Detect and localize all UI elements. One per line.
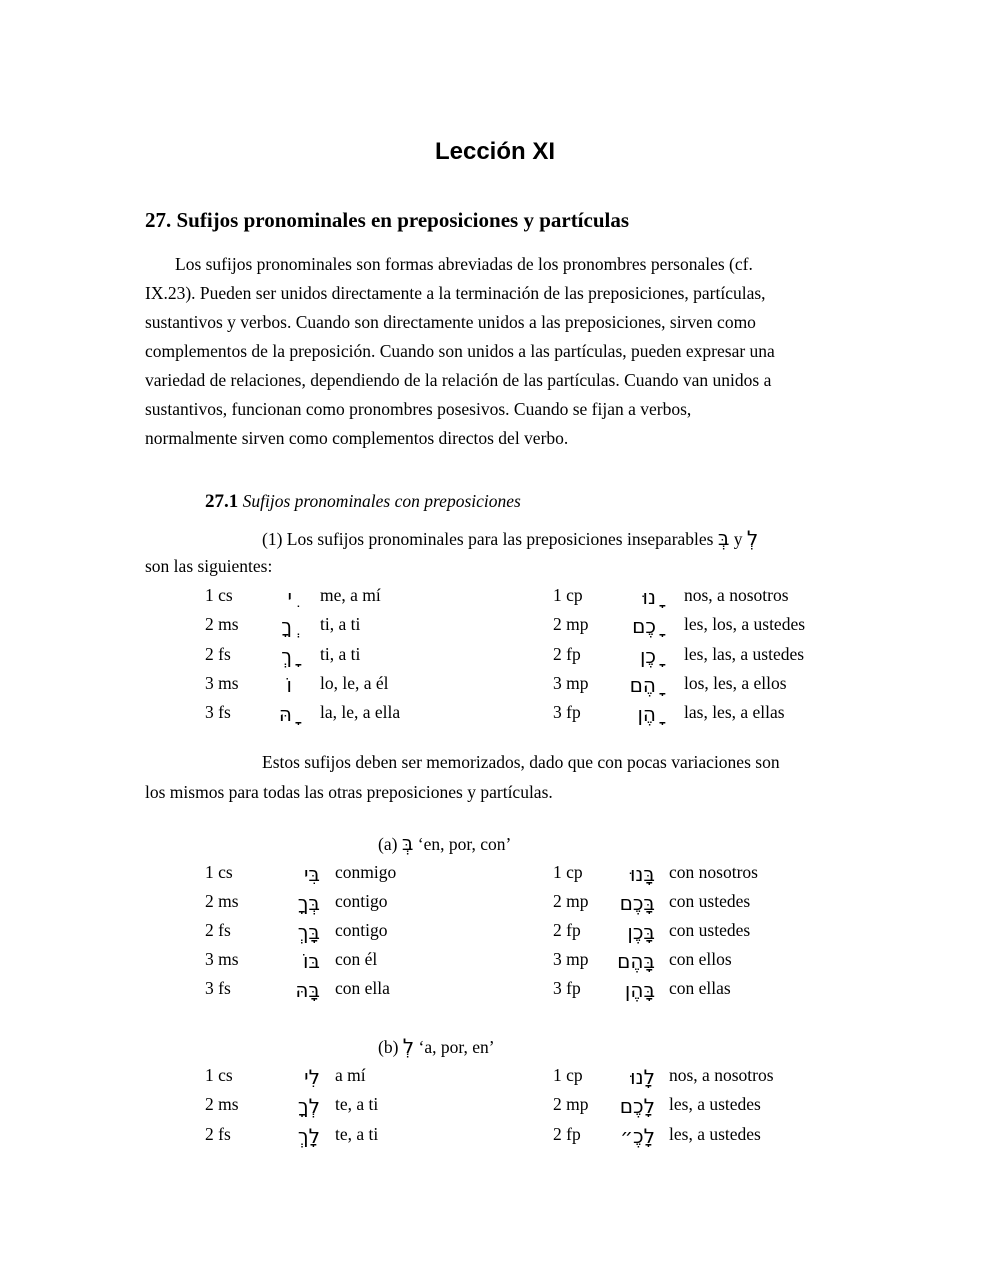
person-label: 2 ms: [205, 891, 239, 911]
table-b-gloss: ‘a, por, en’: [418, 1037, 495, 1057]
table-b-heading: [378, 1034, 495, 1058]
intro-line: Los sufijos pronominales son formas abreviadas de los pronombres personales (cf.: [175, 254, 753, 274]
hebrew-form: לִי: [304, 1065, 320, 1089]
hebrew-form: לָנוּ: [630, 1065, 655, 1089]
hebrew-form: לָךְ: [297, 1124, 320, 1148]
intro-line: IX.23). Pueden ser unidos directamente a la terminación de las preposiciones, partículas,: [145, 283, 766, 303]
person-label: 2 fs: [205, 920, 231, 940]
hebrew-form: לָכֶם: [619, 1094, 655, 1118]
person-label: 3 ms: [205, 673, 239, 693]
person-label: 2 mp: [553, 891, 589, 911]
hebrew-suffix: ָנוּ: [642, 585, 656, 609]
hebrew-form: בִּי: [303, 862, 320, 886]
hebrew-form: בָּהֶן: [624, 978, 655, 1002]
table-row: [0, 614, 990, 643]
table-row: [0, 920, 990, 949]
hebrew-suffix: ָהֶם: [629, 673, 656, 697]
meaning: con nosotros: [669, 862, 758, 882]
meaning: nos, a nosotros: [684, 585, 789, 605]
person-label: 2 ms: [205, 614, 239, 634]
section-title: 27. Sufijos pronominales en preposiciones y partículas: [145, 208, 630, 232]
person-label: 2 ms: [205, 1094, 239, 1114]
meaning: con ustedes: [669, 891, 751, 911]
person-label: 2 mp: [553, 1094, 589, 1114]
meaning: las, les, a ellas: [684, 702, 785, 722]
hebrew-lamed-prefix: לְ: [402, 1034, 415, 1058]
hebrew-suffix: ִי: [287, 585, 292, 609]
meaning: les, las, a ustedes: [684, 644, 805, 664]
hebrew-suffix: ָכֶם: [632, 614, 656, 638]
memorize-line: los mismos para todas las otras preposiciones y partículas.: [145, 782, 553, 802]
person-label: 2 fp: [553, 1124, 581, 1144]
meaning: te, a ti: [335, 1124, 379, 1144]
hebrew-form: בָּהּ: [295, 978, 320, 1002]
hebrew-form: לָכֶ״: [620, 1124, 655, 1148]
person-label: 3 mp: [553, 673, 589, 693]
hebrew-suffix: ָהֶן: [637, 702, 656, 726]
meaning: les, a ustedes: [669, 1094, 761, 1114]
hebrew-suffix: ָכֶן: [639, 644, 656, 668]
hebrew-form: בְּךָ: [297, 891, 320, 915]
table-row: [0, 702, 990, 731]
meaning: a mí: [335, 1065, 366, 1085]
subsection-heading: [205, 491, 521, 513]
person-label: 1 cs: [205, 585, 233, 605]
person-label: 1 cp: [553, 862, 583, 882]
meaning: con ustedes: [669, 920, 751, 940]
subsection-title: Sufijos pronominales con preposiciones: [242, 491, 521, 511]
intro-line: sustantivos, funcionan como pronombres posesivos. Cuando se fijan a verbos,: [145, 399, 692, 419]
meaning: los, les, a ellos: [684, 673, 787, 693]
meaning: la, le, a ella: [320, 702, 401, 722]
hebrew-form: בָּהֶם: [617, 949, 655, 973]
meaning: conmigo: [335, 862, 397, 882]
hebrew-suffix: ָךְ: [281, 644, 292, 668]
table-row: [0, 1094, 990, 1123]
point1-line: [262, 526, 758, 550]
person-label: 2 fp: [553, 644, 581, 664]
person-label: 1 cp: [553, 1065, 583, 1085]
meaning: te, a ti: [335, 1094, 379, 1114]
person-label: 2 fs: [205, 644, 231, 664]
meaning: me, a mí: [320, 585, 381, 605]
table-row: [0, 891, 990, 920]
intro-paragraph: [145, 250, 850, 453]
hebrew-form: לְךָ: [297, 1094, 320, 1118]
person-label: 3 fs: [205, 702, 231, 722]
lesson-title: Lección XI: [434, 138, 556, 165]
table-row: [0, 978, 990, 1007]
table-row: [0, 1065, 990, 1094]
person-label: 3 fp: [553, 978, 581, 998]
meaning: lo, le, a él: [320, 673, 389, 693]
person-label: 3 mp: [553, 949, 589, 969]
intro-line: sustantivos y verbos. Cuando son directamente unidos a las preposiciones, sirven como: [145, 312, 756, 332]
person-label: 2 fp: [553, 920, 581, 940]
hebrew-bet-prefix: בְּ: [717, 526, 730, 550]
person-label: 1 cs: [205, 862, 233, 882]
hebrew-suffix: ָהּ: [278, 702, 292, 726]
hebrew-lamed-prefix: לְ: [746, 526, 759, 550]
table-a-gloss: ‘en, por, con’: [417, 834, 512, 854]
table-a-heading: [378, 831, 511, 855]
meaning: con él: [335, 949, 378, 969]
meaning: contigo: [335, 891, 388, 911]
meaning: con ella: [335, 978, 390, 998]
intro-line: complementos de la preposición. Cuando son unidos a las partículas, pueden expresar una: [145, 341, 775, 361]
table-b-label: (b): [378, 1037, 399, 1057]
table-row: [0, 1124, 990, 1153]
hebrew-form: בָּנוּ: [629, 862, 655, 886]
meaning: nos, a nosotros: [669, 1065, 774, 1085]
meaning: contigo: [335, 920, 388, 940]
meaning: les, los, a ustedes: [684, 614, 806, 634]
meaning: ti, a ti: [320, 614, 361, 634]
table-row: [0, 949, 990, 978]
hebrew-form: בּוֹ: [302, 949, 320, 973]
person-label: 1 cs: [205, 1065, 233, 1085]
table-row: [0, 585, 990, 614]
hebrew-form: בָּךְ: [297, 920, 320, 944]
person-label: 3 fs: [205, 978, 231, 998]
memorize-line: Estos sufijos deben ser memorizados, dado que con pocas variaciones son: [262, 752, 780, 772]
person-label: 3 ms: [205, 949, 239, 969]
table-row: [0, 673, 990, 702]
meaning: con ellas: [669, 978, 731, 998]
table-row: [0, 862, 990, 891]
meaning: con ellos: [669, 949, 732, 969]
intro-line: variedad de relaciones, dependiendo de la relación de las partículas. Cuando van unidos a: [145, 370, 772, 390]
hebrew-form: בָּכֶן: [627, 920, 655, 944]
meaning: les, a ustedes: [669, 1124, 761, 1144]
point1-conj: y: [733, 529, 743, 549]
person-label: 2 mp: [553, 614, 589, 634]
person-label: 1 cp: [553, 585, 583, 605]
table-a-label: (a): [378, 834, 398, 854]
hebrew-form: בָּכֶם: [619, 891, 655, 915]
person-label: 2 fs: [205, 1124, 231, 1144]
person-label: 3 fp: [553, 702, 581, 722]
table-row: [0, 644, 990, 673]
hebrew-suffix: וֹ: [286, 673, 292, 697]
intro-line: normalmente sirven como complementos directos del verbo.: [145, 428, 569, 448]
meaning: ti, a ti: [320, 644, 361, 664]
subsection-number: 27.1: [205, 491, 239, 512]
hebrew-suffix: ְךָ: [281, 614, 292, 638]
point1-text: (1) Los sufijos pronominales para las preposiciones inseparables: [262, 529, 714, 549]
hebrew-bet-prefix: בְּ: [401, 831, 414, 855]
point1-continuation: son las siguientes:: [145, 556, 273, 576]
